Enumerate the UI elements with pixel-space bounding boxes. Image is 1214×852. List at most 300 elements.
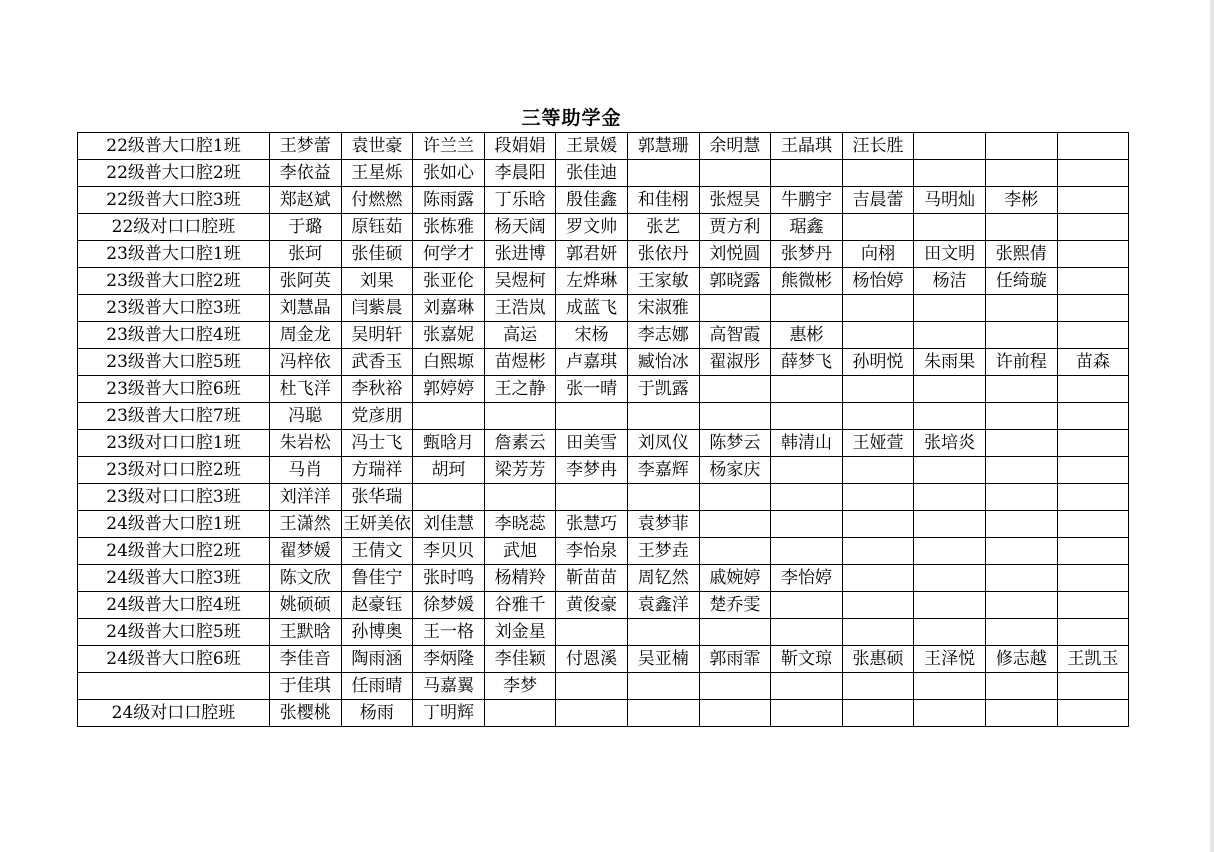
- student-name-cell: 靳文琼: [771, 646, 843, 673]
- student-name-cell: 郭婷婷: [413, 376, 485, 403]
- table-row: [78, 268, 1129, 295]
- student-name-cell: 修志越: [985, 646, 1057, 673]
- student-name-cell: [1057, 538, 1129, 565]
- table-row: [78, 511, 1129, 538]
- page-edge: [1210, 0, 1214, 852]
- student-name-cell: [1057, 484, 1129, 511]
- student-name-cell: 臧怡冰: [627, 349, 699, 376]
- student-name-cell: [985, 322, 1057, 349]
- student-name-cell: 王一格: [413, 619, 485, 646]
- student-name-cell: [914, 295, 986, 322]
- grant-table: [77, 132, 1129, 727]
- student-name-cell: [985, 133, 1057, 160]
- class-name-cell: 24级普大口腔1班: [78, 511, 270, 538]
- student-name-cell: 朱雨果: [914, 349, 986, 376]
- student-name-cell: 郭雨霏: [699, 646, 771, 673]
- student-name-cell: 周金龙: [270, 322, 342, 349]
- student-name-cell: 谷雅千: [484, 592, 556, 619]
- student-name-cell: [842, 673, 914, 700]
- class-name-cell: 24级普大口腔6班: [78, 646, 270, 673]
- table-row: [78, 133, 1129, 160]
- student-name-cell: [985, 484, 1057, 511]
- student-name-cell: [771, 376, 843, 403]
- student-name-cell: 张惠硕: [842, 646, 914, 673]
- student-name-cell: 张阿英: [270, 268, 342, 295]
- student-name-cell: 李秋裕: [341, 376, 413, 403]
- student-name-cell: [1057, 430, 1129, 457]
- student-name-cell: [627, 673, 699, 700]
- student-name-cell: 李怡婷: [771, 565, 843, 592]
- student-name-cell: 冯士飞: [341, 430, 413, 457]
- student-name-cell: [985, 592, 1057, 619]
- class-name-cell: 23级普大口腔5班: [78, 349, 270, 376]
- class-name-cell: 22级普大口腔3班: [78, 187, 270, 214]
- student-name-cell: 甄晗月: [413, 430, 485, 457]
- student-name-cell: 张梦丹: [771, 241, 843, 268]
- student-name-cell: 李晓蕊: [484, 511, 556, 538]
- student-name-cell: 张煜昊: [699, 187, 771, 214]
- student-name-cell: [1057, 565, 1129, 592]
- table-row: [78, 214, 1129, 241]
- student-name-cell: 吴煜柯: [484, 268, 556, 295]
- table-row: [78, 187, 1129, 214]
- student-name-cell: 张华瑞: [341, 484, 413, 511]
- student-name-cell: [699, 700, 771, 727]
- student-name-cell: [1057, 187, 1129, 214]
- student-name-cell: [985, 700, 1057, 727]
- student-name-cell: 张时鸣: [413, 565, 485, 592]
- student-name-cell: 刘凤仪: [627, 430, 699, 457]
- student-name-cell: 杨精羚: [484, 565, 556, 592]
- table-row: [78, 646, 1129, 673]
- student-name-cell: [842, 619, 914, 646]
- student-name-cell: 李晨阳: [484, 160, 556, 187]
- student-name-cell: [985, 619, 1057, 646]
- class-name-cell: 23级对口口腔2班: [78, 457, 270, 484]
- student-name-cell: [484, 700, 556, 727]
- student-name-cell: 胡珂: [413, 457, 485, 484]
- student-name-cell: [914, 700, 986, 727]
- student-name-cell: [771, 160, 843, 187]
- student-name-cell: [842, 511, 914, 538]
- student-name-cell: 翟淑彤: [699, 349, 771, 376]
- student-name-cell: 赵豪钰: [341, 592, 413, 619]
- student-name-cell: 张珂: [270, 241, 342, 268]
- class-name-cell: 23级普大口腔7班: [78, 403, 270, 430]
- student-name-cell: 王家敏: [627, 268, 699, 295]
- student-name-cell: 冯聪: [270, 403, 342, 430]
- student-name-cell: [985, 538, 1057, 565]
- student-name-cell: [556, 484, 628, 511]
- student-name-cell: [627, 619, 699, 646]
- student-name-cell: 张栋雅: [413, 214, 485, 241]
- student-name-cell: 陶雨涵: [341, 646, 413, 673]
- student-name-cell: [556, 673, 628, 700]
- student-name-cell: 熊微彬: [771, 268, 843, 295]
- class-name-cell: 24级普大口腔4班: [78, 592, 270, 619]
- table-row: [78, 592, 1129, 619]
- student-name-cell: 刘果: [341, 268, 413, 295]
- student-name-cell: [627, 700, 699, 727]
- student-name-cell: 姚硕硕: [270, 592, 342, 619]
- student-name-cell: [771, 592, 843, 619]
- student-name-cell: 苗煜彬: [484, 349, 556, 376]
- student-name-cell: [985, 160, 1057, 187]
- student-name-cell: 王潇然: [270, 511, 342, 538]
- student-name-cell: 王梦垚: [627, 538, 699, 565]
- student-name-cell: 张如心: [413, 160, 485, 187]
- student-name-cell: 张培炎: [914, 430, 986, 457]
- student-name-cell: [771, 484, 843, 511]
- student-name-cell: [484, 484, 556, 511]
- student-name-cell: [699, 484, 771, 511]
- student-name-cell: 马嘉翼: [413, 673, 485, 700]
- student-name-cell: 付燃燃: [341, 187, 413, 214]
- student-name-cell: [1057, 295, 1129, 322]
- student-name-cell: 朱岩松: [270, 430, 342, 457]
- class-name-cell: 24级普大口腔3班: [78, 565, 270, 592]
- student-name-cell: 徐梦媛: [413, 592, 485, 619]
- student-name-cell: [985, 673, 1057, 700]
- student-name-cell: [985, 565, 1057, 592]
- student-name-cell: 王妍美依: [341, 511, 413, 538]
- student-name-cell: [1057, 268, 1129, 295]
- student-name-cell: [914, 538, 986, 565]
- student-name-cell: 李贝贝: [413, 538, 485, 565]
- student-name-cell: [771, 538, 843, 565]
- student-name-cell: 王星烁: [341, 160, 413, 187]
- student-name-cell: 王娅萱: [842, 430, 914, 457]
- student-name-cell: 王景媛: [556, 133, 628, 160]
- student-name-cell: 任雨晴: [341, 673, 413, 700]
- student-name-cell: 翟梦媛: [270, 538, 342, 565]
- student-name-cell: 陈雨露: [413, 187, 485, 214]
- student-name-cell: [842, 592, 914, 619]
- class-name-cell: 24级普大口腔5班: [78, 619, 270, 646]
- student-name-cell: 王倩文: [341, 538, 413, 565]
- student-name-cell: 余明慧: [699, 133, 771, 160]
- student-name-cell: [914, 403, 986, 430]
- student-name-cell: [914, 484, 986, 511]
- student-name-cell: 郭慧珊: [627, 133, 699, 160]
- student-name-cell: [771, 700, 843, 727]
- student-name-cell: [842, 700, 914, 727]
- student-name-cell: 李佳音: [270, 646, 342, 673]
- student-name-cell: [914, 160, 986, 187]
- student-name-cell: [842, 403, 914, 430]
- student-name-cell: 张依丹: [627, 241, 699, 268]
- student-name-cell: 贾方利: [699, 214, 771, 241]
- student-name-cell: 王默晗: [270, 619, 342, 646]
- student-name-cell: [413, 484, 485, 511]
- student-name-cell: [914, 673, 986, 700]
- student-name-cell: 向栩: [842, 241, 914, 268]
- student-name-cell: [842, 322, 914, 349]
- student-name-cell: 丁明辉: [413, 700, 485, 727]
- student-name-cell: 郑赵斌: [270, 187, 342, 214]
- student-name-cell: [627, 403, 699, 430]
- student-name-cell: 靳苗苗: [556, 565, 628, 592]
- student-name-cell: 张慧巧: [556, 511, 628, 538]
- student-name-cell: [842, 160, 914, 187]
- student-name-cell: [842, 214, 914, 241]
- table-body: [78, 133, 1129, 727]
- student-name-cell: [699, 511, 771, 538]
- student-name-cell: 张佳硕: [341, 241, 413, 268]
- student-name-cell: 马肖: [270, 457, 342, 484]
- table-row: [78, 538, 1129, 565]
- class-name-cell: 23级普大口腔6班: [78, 376, 270, 403]
- student-name-cell: [985, 295, 1057, 322]
- student-name-cell: 王之静: [484, 376, 556, 403]
- student-name-cell: [699, 160, 771, 187]
- student-name-cell: 闫紫晨: [341, 295, 413, 322]
- student-name-cell: 韩清山: [771, 430, 843, 457]
- student-name-cell: 袁梦菲: [627, 511, 699, 538]
- student-name-cell: 杨家庆: [699, 457, 771, 484]
- student-name-cell: 党彦朋: [341, 403, 413, 430]
- student-name-cell: 楚乔雯: [699, 592, 771, 619]
- student-name-cell: 罗文帅: [556, 214, 628, 241]
- student-name-cell: 李梦冉: [556, 457, 628, 484]
- student-name-cell: [985, 457, 1057, 484]
- student-name-cell: 何学才: [413, 241, 485, 268]
- class-name-cell: 23级对口口腔3班: [78, 484, 270, 511]
- student-name-cell: [699, 295, 771, 322]
- student-name-cell: 马明灿: [914, 187, 986, 214]
- student-name-cell: [1057, 376, 1129, 403]
- student-name-cell: 刘洋洋: [270, 484, 342, 511]
- student-name-cell: 武旭: [484, 538, 556, 565]
- student-name-cell: [627, 160, 699, 187]
- table-row: [78, 403, 1129, 430]
- student-name-cell: 杜飞洋: [270, 376, 342, 403]
- student-name-cell: 鲁佳宁: [341, 565, 413, 592]
- student-name-cell: 刘慧晶: [270, 295, 342, 322]
- student-name-cell: 薛梦飞: [771, 349, 843, 376]
- student-name-cell: 黄俊豪: [556, 592, 628, 619]
- student-name-cell: 许兰兰: [413, 133, 485, 160]
- student-name-cell: 宋淑雅: [627, 295, 699, 322]
- student-name-cell: 于佳琪: [270, 673, 342, 700]
- class-name-cell: 23级普大口腔3班: [78, 295, 270, 322]
- student-name-cell: 周钇然: [627, 565, 699, 592]
- table-row: [78, 322, 1129, 349]
- student-name-cell: [985, 214, 1057, 241]
- student-name-cell: [556, 619, 628, 646]
- student-name-cell: 宋杨: [556, 322, 628, 349]
- student-name-cell: [1057, 403, 1129, 430]
- student-name-cell: [1057, 511, 1129, 538]
- student-name-cell: [771, 403, 843, 430]
- student-name-cell: [842, 376, 914, 403]
- student-name-cell: 吴明轩: [341, 322, 413, 349]
- student-name-cell: [914, 133, 986, 160]
- student-name-cell: 段娟娟: [484, 133, 556, 160]
- student-name-cell: 李依益: [270, 160, 342, 187]
- student-name-cell: 张进博: [484, 241, 556, 268]
- student-name-cell: 孙博奥: [341, 619, 413, 646]
- student-name-cell: 张艺: [627, 214, 699, 241]
- class-name-cell: 23级普大口腔2班: [78, 268, 270, 295]
- student-name-cell: 李佳颖: [484, 646, 556, 673]
- student-name-cell: 陈文欣: [270, 565, 342, 592]
- class-name-cell: 22级普大口腔2班: [78, 160, 270, 187]
- student-name-cell: 王浩岚: [484, 295, 556, 322]
- student-name-cell: 郭晓露: [699, 268, 771, 295]
- student-name-cell: [627, 484, 699, 511]
- student-name-cell: 杨怡婷: [842, 268, 914, 295]
- student-name-cell: 刘佳慧: [413, 511, 485, 538]
- student-name-cell: [771, 511, 843, 538]
- student-name-cell: 汪长胜: [842, 133, 914, 160]
- student-name-cell: [413, 403, 485, 430]
- student-name-cell: [699, 673, 771, 700]
- table-row: [78, 430, 1129, 457]
- table-row: [78, 160, 1129, 187]
- student-name-cell: [985, 403, 1057, 430]
- student-name-cell: [914, 376, 986, 403]
- student-name-cell: 郭君妍: [556, 241, 628, 268]
- student-name-cell: [842, 565, 914, 592]
- class-name-cell: 22级普大口腔1班: [78, 133, 270, 160]
- table-row: [78, 295, 1129, 322]
- student-name-cell: 李嘉辉: [627, 457, 699, 484]
- student-name-cell: [1057, 322, 1129, 349]
- student-name-cell: [771, 619, 843, 646]
- student-name-cell: 陈梦云: [699, 430, 771, 457]
- student-name-cell: 殷佳鑫: [556, 187, 628, 214]
- student-name-cell: 卢嘉琪: [556, 349, 628, 376]
- page-title: 三等助学金: [521, 107, 622, 129]
- student-name-cell: 李志娜: [627, 322, 699, 349]
- student-name-cell: 惠彬: [771, 322, 843, 349]
- table-row: [78, 241, 1129, 268]
- student-name-cell: 方瑞祥: [341, 457, 413, 484]
- student-name-cell: 王凯玉: [1057, 646, 1129, 673]
- student-name-cell: [985, 511, 1057, 538]
- student-name-cell: [842, 538, 914, 565]
- student-name-cell: 杨天阔: [484, 214, 556, 241]
- table-row: [78, 484, 1129, 511]
- student-name-cell: 武香玉: [341, 349, 413, 376]
- student-name-cell: 于凯露: [627, 376, 699, 403]
- student-name-cell: [556, 403, 628, 430]
- class-name-cell: 22级对口口腔班: [78, 214, 270, 241]
- student-name-cell: 李怡泉: [556, 538, 628, 565]
- student-name-cell: 原钰茹: [341, 214, 413, 241]
- student-name-cell: 詹素云: [484, 430, 556, 457]
- student-name-cell: [1057, 619, 1129, 646]
- student-name-cell: 田文明: [914, 241, 986, 268]
- student-name-cell: 张樱桃: [270, 700, 342, 727]
- table-row: [78, 376, 1129, 403]
- student-name-cell: 和佳栩: [627, 187, 699, 214]
- student-name-cell: [771, 457, 843, 484]
- student-name-cell: 袁鑫洋: [627, 592, 699, 619]
- table-row: [78, 700, 1129, 727]
- student-name-cell: [985, 430, 1057, 457]
- student-name-cell: [1057, 214, 1129, 241]
- student-name-cell: [1057, 457, 1129, 484]
- student-name-cell: 张佳迪: [556, 160, 628, 187]
- student-name-cell: 丁乐晗: [484, 187, 556, 214]
- student-name-cell: 许前程: [985, 349, 1057, 376]
- student-name-cell: 田美雪: [556, 430, 628, 457]
- student-name-cell: 张嘉妮: [413, 322, 485, 349]
- student-name-cell: 高智霞: [699, 322, 771, 349]
- student-name-cell: 刘金星: [484, 619, 556, 646]
- student-name-cell: 张一晴: [556, 376, 628, 403]
- class-name-cell: 24级对口口腔班: [78, 700, 270, 727]
- student-name-cell: [699, 619, 771, 646]
- student-name-cell: [699, 538, 771, 565]
- student-name-cell: 王晶琪: [771, 133, 843, 160]
- student-name-cell: [914, 565, 986, 592]
- student-name-cell: 杨雨: [341, 700, 413, 727]
- student-name-cell: [914, 214, 986, 241]
- student-name-cell: 李梦: [484, 673, 556, 700]
- student-name-cell: 白熙塬: [413, 349, 485, 376]
- student-name-cell: 琚鑫: [771, 214, 843, 241]
- student-name-cell: 张熙倩: [985, 241, 1057, 268]
- student-name-cell: 杨洁: [914, 268, 986, 295]
- student-name-cell: [1057, 673, 1129, 700]
- student-name-cell: [842, 484, 914, 511]
- student-name-cell: [556, 700, 628, 727]
- student-name-cell: 于璐: [270, 214, 342, 241]
- student-name-cell: [1057, 592, 1129, 619]
- student-name-cell: 王泽悦: [914, 646, 986, 673]
- student-name-cell: [699, 376, 771, 403]
- student-name-cell: 李彬: [985, 187, 1057, 214]
- class-name-cell: [78, 673, 270, 700]
- student-name-cell: 戚婉婷: [699, 565, 771, 592]
- table-row: [78, 565, 1129, 592]
- table-row: [78, 457, 1129, 484]
- class-name-cell: 23级普大口腔4班: [78, 322, 270, 349]
- student-name-cell: 成蓝飞: [556, 295, 628, 322]
- student-name-cell: [914, 322, 986, 349]
- student-name-cell: [771, 295, 843, 322]
- class-name-cell: 23级普大口腔1班: [78, 241, 270, 268]
- class-name-cell: 23级对口口腔1班: [78, 430, 270, 457]
- student-name-cell: [699, 403, 771, 430]
- student-name-cell: [914, 592, 986, 619]
- student-name-cell: [771, 673, 843, 700]
- student-name-cell: 牛鹏宇: [771, 187, 843, 214]
- student-name-cell: [914, 457, 986, 484]
- class-name-cell: 24级普大口腔2班: [78, 538, 270, 565]
- table-row: [78, 673, 1129, 700]
- student-name-cell: 孙明悦: [842, 349, 914, 376]
- student-name-cell: 刘嘉琳: [413, 295, 485, 322]
- student-name-cell: 高运: [484, 322, 556, 349]
- student-name-cell: [1057, 241, 1129, 268]
- student-name-cell: 梁芳芳: [484, 457, 556, 484]
- student-name-cell: [985, 376, 1057, 403]
- student-name-cell: 任绮璇: [985, 268, 1057, 295]
- student-name-cell: [842, 457, 914, 484]
- student-name-cell: 苗森: [1057, 349, 1129, 376]
- student-name-cell: 王梦蕾: [270, 133, 342, 160]
- table-row: [78, 619, 1129, 646]
- student-name-cell: [484, 403, 556, 430]
- student-name-cell: 左烨琳: [556, 268, 628, 295]
- student-name-cell: 吴亚楠: [627, 646, 699, 673]
- table-row: [78, 349, 1129, 376]
- student-name-cell: 付恩溪: [556, 646, 628, 673]
